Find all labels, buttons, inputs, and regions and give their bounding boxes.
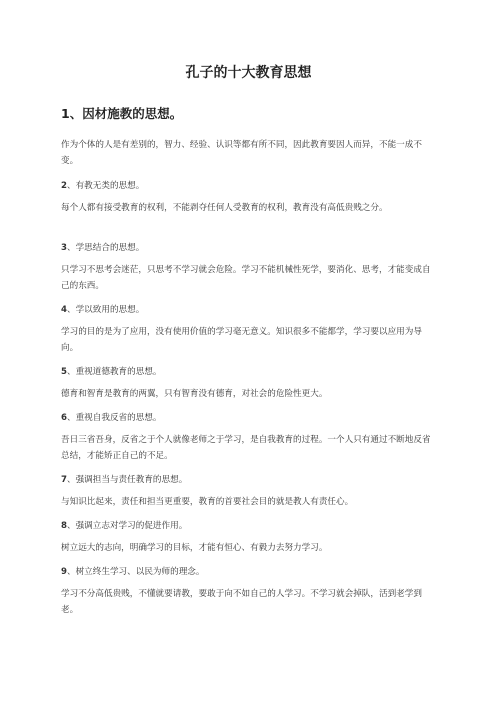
section-9-body: 学习不分高低贵贱，不懂就要请教，要敢于向不如自己的人学习。不学习就会掉队，活到老学到老。 (61, 589, 422, 615)
section-title: 、学以致用的思想。 (66, 305, 145, 315)
section-5-heading (61, 366, 162, 378)
section-number: 4 (61, 305, 67, 315)
section-9-heading (61, 566, 205, 578)
section-title: 、重视道德教育的思想。 (66, 367, 162, 377)
section-title: 、重视自我反省的思想。 (66, 413, 162, 423)
section-number: 9 (61, 567, 67, 577)
section-title: 、有教无类的思想。 (66, 181, 145, 191)
section-2-body: 每个人都有接受教育的权利，不能剥夺任何人受教育的权利，教育没有高低贵贱之分。 (61, 203, 388, 213)
section-1-body: 作为个体的人是有差别的，智力、经验、认识等都有所不同，因此教育要因人而异，不能一成不变。 (61, 140, 422, 166)
section-5-body: 德育和智育是教育的两翼，只有智育没有德育，对社会的危险性更大。 (61, 389, 328, 399)
section-6-heading (61, 412, 162, 424)
section-title: 、强调立志对学习的促进作用。 (66, 521, 188, 531)
section-number: 8 (61, 521, 67, 531)
section-1-heading: 1、因材施教的思想。 (61, 106, 183, 121)
section-3-heading (61, 242, 144, 254)
section-7-heading (61, 474, 187, 486)
section-4-heading (61, 304, 144, 316)
section-title: 、学思结合的思想。 (66, 243, 145, 253)
section-8-heading (61, 520, 187, 532)
section-8-body: 树立远大的志向，明确学习的目标，才能有恒心、有毅力去努力学习。 (61, 543, 328, 553)
section-4-body: 学习的目的是为了应用，没有使用价值的学习毫无意义。知识很多不能都学，学习要以应用为导向。 (61, 327, 422, 353)
section-number: 7 (61, 475, 67, 485)
document-title: 孔子的十大教育思想 (185, 65, 312, 81)
section-number: 3 (61, 243, 67, 253)
section-number: 5 (61, 367, 67, 377)
section-6-body: 吾日三省吾身，反省之于个人就像老师之于学习，是自我教育的过程。一个人只有通过不断地反省总结，才能矫正自己的不足。 (61, 435, 431, 461)
section-7-body: 与知识比起来，责任和担当更重要，教育的首要社会目的就是教人有责任心。 (61, 497, 354, 507)
section-number: 6 (61, 413, 67, 423)
section-3-body: 只学习不思考会迷茫，只思考不学习就会危险。学习不能机械性死学，要消化、思考，才能变成自己的东西。 (61, 265, 431, 291)
section-number: 2 (61, 181, 67, 191)
section-title: 、树立终生学习、以民为师的理念。 (66, 567, 205, 577)
section-2-heading (61, 180, 144, 192)
section-title: 、强调担当与责任教育的思想。 (66, 475, 188, 485)
